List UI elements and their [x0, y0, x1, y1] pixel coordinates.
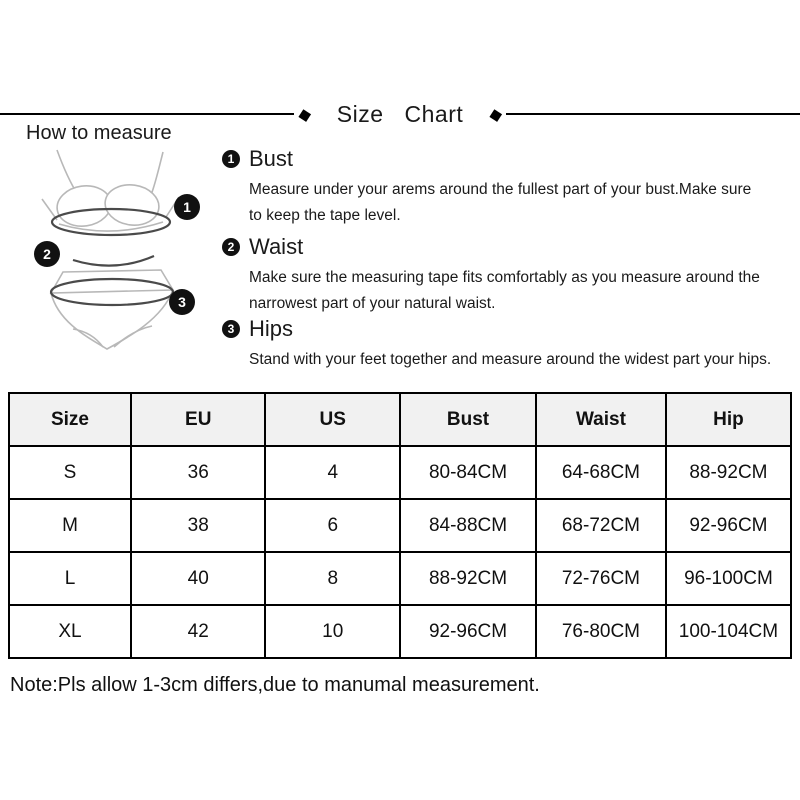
table-cell: 88-92CM — [400, 552, 536, 605]
page-title — [337, 101, 464, 128]
size-table-body — [9, 446, 791, 658]
table-cell: 72-76CM — [536, 552, 666, 605]
page-title-word-1: Size — [336, 100, 384, 127]
table-cell: 38 — [131, 499, 266, 552]
header-us: US — [265, 393, 400, 446]
bust-section-heading — [222, 146, 794, 172]
table-cell: 92-96CM — [400, 605, 536, 658]
hips-section-heading — [222, 316, 794, 342]
header-hip: Hip — [666, 393, 791, 446]
diamond-icon: ◆ — [295, 103, 313, 125]
table-cell: 92-96CM — [666, 499, 791, 552]
table-cell: 100-104CM — [666, 605, 791, 658]
table-cell: 8 — [265, 552, 400, 605]
header-size: Size — [9, 393, 131, 446]
diamond-icon: ◆ — [487, 103, 505, 125]
bust-text-line-1: Measure under your arems around the fullest part of your bust.Make sure — [249, 181, 752, 198]
waist-measure-arc — [73, 256, 154, 266]
header-bust: Bust — [400, 393, 536, 446]
table-cell: 36 — [131, 446, 266, 499]
table-cell: 84-88CM — [400, 499, 536, 552]
table-cell: L — [9, 552, 131, 605]
table-cell: 10 — [265, 605, 400, 658]
header-eu: EU — [131, 393, 266, 446]
table-cell: 68-72CM — [536, 499, 666, 552]
size-table — [8, 392, 792, 659]
bust-section — [222, 146, 794, 229]
bust-marker-number: 1 — [183, 199, 191, 215]
table-cell: 64-68CM — [536, 446, 666, 499]
measurement-illustration — [15, 142, 220, 370]
table-cell: XL — [9, 605, 131, 658]
waist-section-title: Waist — [249, 234, 304, 259]
table-cell: M — [9, 499, 131, 552]
bust-text-line-2: to keep the tape level. — [249, 207, 401, 224]
table-row — [9, 605, 791, 658]
waist-marker-badge — [34, 241, 60, 267]
waist-section-heading — [222, 234, 794, 260]
waist-text-line-2: narrowest part of your natural waist. — [249, 295, 496, 312]
table-cell: 80-84CM — [400, 446, 536, 499]
hips-marker-number: 3 — [178, 294, 186, 310]
hips-text-line-1: Stand with your feet together and measure around the widest part your hips. — [249, 351, 772, 368]
measurement-note: Note:Pls allow 1-3cm differs,due to manumal measurement. — [10, 674, 540, 696]
divider-line-right — [506, 113, 800, 115]
waist-marker-number: 2 — [43, 246, 51, 262]
number-3-badge: 3 — [222, 320, 240, 338]
table-row — [9, 499, 791, 552]
table-row — [9, 552, 791, 605]
table-cell: S — [9, 446, 131, 499]
number-1-badge: 1 — [222, 150, 240, 168]
table-cell: 96-100CM — [666, 552, 791, 605]
bikini-top-sketch — [42, 150, 179, 231]
table-cell: 42 — [131, 605, 266, 658]
waist-text-line-1: Make sure the measuring tape fits comfortably as you measure around the — [249, 269, 760, 286]
table-cell: 88-92CM — [666, 446, 791, 499]
waist-section-text — [222, 265, 794, 317]
hips-section — [222, 316, 794, 373]
divider-line-left — [0, 113, 294, 115]
header-waist: Waist — [536, 393, 666, 446]
hips-section-text — [222, 347, 794, 373]
table-row — [9, 446, 791, 499]
how-to-measure-heading: How to measure — [26, 122, 172, 144]
bust-section-title: Bust — [249, 146, 294, 171]
number-2-badge: 2 — [222, 238, 240, 256]
table-header-row — [9, 393, 791, 446]
table-cell: 76-80CM — [536, 605, 666, 658]
table-cell: 40 — [131, 552, 266, 605]
hips-section-title: Hips — [249, 316, 294, 341]
hips-marker-badge — [169, 289, 195, 315]
bust-section-text — [222, 177, 794, 229]
table-cell: 4 — [265, 446, 400, 499]
waist-section — [222, 234, 794, 317]
bust-marker-badge — [174, 194, 200, 220]
table-cell: 6 — [265, 499, 400, 552]
page-title-word-2: Chart — [404, 100, 464, 127]
